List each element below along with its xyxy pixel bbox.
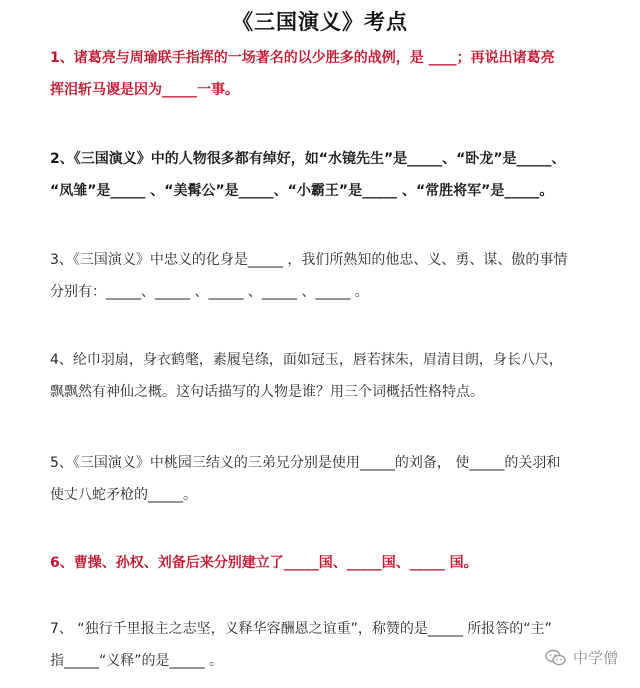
document-title: 《三国演义》考点 <box>232 10 408 34</box>
question-1-line-1: 1、诸葛亮与周瑜联手指挥的一场著名的以少胜多的战例，是 ____；再说出诸葛亮 <box>50 50 555 66</box>
question-5-line-1: 5、《三国演义》中桃园三结义的三弟兄分别是使用_____的刘备， 使_____的关羽和 <box>50 455 561 471</box>
question-3 <box>50 244 610 308</box>
question-7-line-1: 7、 “独行千里报主之志坚，义释华容酬恩之谊重”，称赞的是_____ 所报答的“主” <box>50 621 552 637</box>
question-1 <box>50 42 610 106</box>
wechat-icon <box>545 649 567 667</box>
question-4-line-1: 4、纶巾羽扇，身衣鹤氅，素履皂绦，面如冠玉，唇若抹朱，眉清目朗，身长八尺， <box>50 352 563 368</box>
question-5 <box>50 447 610 511</box>
question-5-line-2: 使丈八蛇矛枪的_____。 <box>50 487 197 503</box>
question-2 <box>50 143 610 207</box>
question-3-line-1: 3、《三国演义》中忠义的化身是_____ ，我们所熟知的他忠、义、勇、谋、傲的事情 <box>50 252 568 268</box>
watermark <box>545 647 618 668</box>
watermark-text: 中学僧 <box>572 649 618 667</box>
question-7 <box>50 613 610 677</box>
question-7-line-2: 指_____“义释”的是_____ 。 <box>50 653 223 669</box>
question-1-line-2: 挥泪斩马谡是因为_____一事。 <box>50 82 239 98</box>
question-3-line-2: 分别有：_____、_____ 、_____ 、_____ 、_____ 。 <box>50 284 369 300</box>
question-6 <box>50 547 610 579</box>
question-4-line-2: 飘飘然有神仙之概。这句话描写的人物是谁？用三个词概括性格特点。 <box>50 384 484 400</box>
question-6-line-1: 6、曹操、孙权、刘备后来分别建立了_____国、_____国、_____ 国。 <box>50 555 478 571</box>
question-2-line-2: “凤雏”是_____ 、“美髯公”是_____、“小霸王”是_____ 、“常胜将军”是_____。 <box>50 183 554 199</box>
question-2-line-1: 2、《三国演义》中的人物很多都有绰好，如“水镜先生”是_____、“卧龙”是_____、 <box>50 151 566 167</box>
question-4 <box>50 344 610 408</box>
